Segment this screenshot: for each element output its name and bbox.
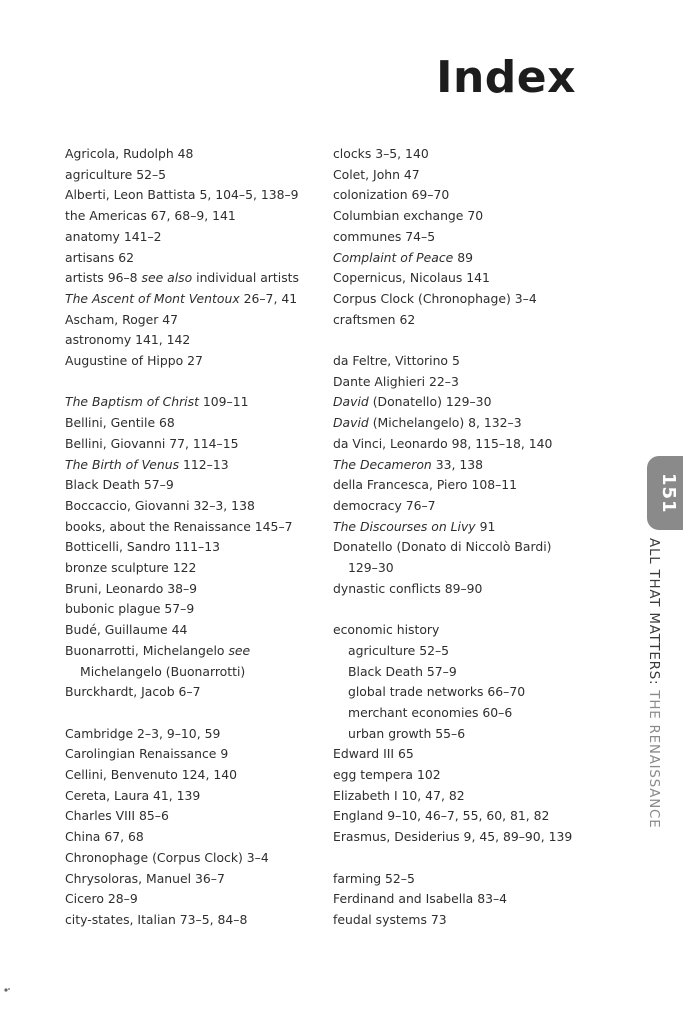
index-entry-text: Agricola, Rudolph 48 bbox=[65, 146, 194, 161]
index-entry-italic-text: The Birth of Venus bbox=[65, 456, 180, 472]
index-entry bbox=[333, 765, 591, 786]
index-entry-text: the Americas 67, 68–9, 141 bbox=[65, 208, 236, 224]
index-entry-text: Boccaccio, Giovanni 32–3, 138 bbox=[65, 497, 255, 513]
index-subentry bbox=[333, 703, 591, 724]
index-entry-text: (Michelangelo) 8, 132–3 bbox=[368, 415, 522, 431]
index-entry-text: feudal systems 73 bbox=[333, 911, 447, 927]
index-spacer bbox=[65, 372, 323, 393]
index-entry bbox=[65, 786, 323, 807]
index-entry-text: Erasmus, Desiderius 9, 45, 89–90, 139 bbox=[333, 829, 573, 845]
index-entry-text: Budé, Guillaume 44 bbox=[65, 622, 188, 638]
index-entry bbox=[65, 496, 323, 517]
index-entry-text: Chronophage (Corpus Clock) 3–4 bbox=[65, 849, 269, 865]
index-entry-text: Cereta, Laura 41, 139 bbox=[65, 787, 201, 803]
index-entry-text: urban growth 55–6 bbox=[348, 725, 466, 741]
index-entry-text: 112–13 bbox=[179, 456, 229, 472]
index-entry-text: Carolingian Renaissance 9 bbox=[65, 746, 229, 762]
scan-specks bbox=[0, 960, 60, 1000]
index-entry bbox=[333, 185, 591, 206]
index-entry-text: Cellini, Benvenuto 124, 140 bbox=[65, 767, 237, 783]
index-entry-text: city-states, Italian 73–5, 84–8 bbox=[65, 911, 248, 927]
index-entry-text: agriculture 52–5 bbox=[65, 166, 167, 182]
index-entry bbox=[65, 641, 323, 662]
index-column-right bbox=[333, 144, 591, 931]
index-entry-text: Corpus Clock (Chronophage) 3–4 bbox=[333, 290, 537, 306]
index-entry-text: da Feltre, Vittorino 5 bbox=[333, 353, 460, 369]
index-entry bbox=[333, 869, 591, 890]
index-entry bbox=[333, 206, 591, 227]
index-entry-text: Black Death 57–9 bbox=[348, 663, 457, 679]
index-entry-text: Bruni, Leonardo 38–9 bbox=[65, 580, 198, 596]
index-entry-text: Botticelli, Sandro 111–13 bbox=[65, 539, 221, 555]
index-entry bbox=[65, 765, 323, 786]
index-entry bbox=[333, 351, 591, 372]
index-entry-italic-text: The Baptism of Christ bbox=[65, 394, 199, 410]
index-entry-text: (Donatello) 129–30 bbox=[368, 394, 492, 410]
index-entry bbox=[333, 434, 591, 455]
index-entry bbox=[333, 413, 591, 434]
index-entry-text: artisans 62 bbox=[65, 249, 135, 265]
index-entry-text: Ferdinand and Isabella 83–4 bbox=[333, 891, 508, 907]
index-entry-text: Charles VIII 85–6 bbox=[65, 808, 169, 824]
index-entry bbox=[333, 475, 591, 496]
index-entry-italic-text: Complaint of Peace bbox=[333, 249, 454, 265]
index-entry bbox=[333, 910, 591, 931]
index-subentry bbox=[333, 662, 591, 683]
index-entry-text: artists 96–8 bbox=[65, 270, 142, 286]
index-entry-italic-text: see also bbox=[141, 270, 193, 286]
index-entry bbox=[65, 744, 323, 765]
index-entry bbox=[65, 165, 323, 186]
index-entry bbox=[65, 351, 323, 372]
index-entry bbox=[65, 848, 323, 869]
index-entry-text: Cicero 28–9 bbox=[65, 891, 138, 907]
index-entry bbox=[65, 599, 323, 620]
index-entry-text: clocks 3–5, 140 bbox=[333, 146, 429, 161]
running-head-series: ALL THAT MATTERS: bbox=[646, 538, 661, 691]
index-subentry bbox=[333, 558, 591, 579]
index-spacer bbox=[333, 848, 591, 869]
index-entry bbox=[333, 889, 591, 910]
index-entry-text: Bellini, Gentile 68 bbox=[65, 415, 175, 431]
index-subentry bbox=[333, 641, 591, 662]
page-title: Index bbox=[436, 52, 576, 103]
index-entry-text: Buonarrotti, Michelangelo bbox=[65, 642, 229, 658]
index-entry bbox=[65, 910, 323, 931]
index-entry-italic-text: David bbox=[333, 415, 369, 431]
index-entry bbox=[333, 372, 591, 393]
index-column-left bbox=[65, 144, 323, 931]
index-entry bbox=[333, 537, 591, 558]
index-entry bbox=[333, 827, 591, 848]
index-entry-text: della Francesca, Piero 108–11 bbox=[333, 477, 518, 493]
index-entry-text: farming 52–5 bbox=[333, 870, 415, 886]
index-entry-text: books, about the Renaissance 145–7 bbox=[65, 518, 293, 534]
index-entry bbox=[65, 268, 323, 289]
index-entry bbox=[65, 310, 323, 331]
index-entry-text: Michelangelo (Buonarrotti) bbox=[80, 663, 246, 679]
index-entry-text: Ascham, Roger 47 bbox=[65, 311, 179, 327]
index-entry-text: Cambridge 2–3, 9–10, 59 bbox=[65, 725, 221, 741]
index-entry-text: Copernicus, Nicolaus 141 bbox=[333, 270, 490, 286]
index-entry-text: 129–30 bbox=[348, 560, 394, 576]
index-entry bbox=[65, 806, 323, 827]
index-entry-text: Bellini, Giovanni 77, 114–15 bbox=[65, 435, 239, 451]
index-entry-text: agriculture 52–5 bbox=[348, 642, 450, 658]
index-entry-italic-text: see bbox=[228, 642, 251, 658]
index-spacer bbox=[333, 330, 591, 351]
index-entry bbox=[65, 330, 323, 351]
index-entry-text: individual artists bbox=[192, 270, 299, 286]
index-entry bbox=[333, 392, 591, 413]
index-entry-text: 26–7, 41 bbox=[239, 290, 298, 306]
index-entry bbox=[65, 889, 323, 910]
index-spacer bbox=[65, 703, 323, 724]
index-entry-text: Dante Alighieri 22–3 bbox=[333, 373, 459, 389]
index-entry-text: Burckhardt, Jacob 6–7 bbox=[65, 684, 201, 700]
index-entry bbox=[65, 869, 323, 890]
index-spacer bbox=[333, 599, 591, 620]
index-entry bbox=[65, 289, 323, 310]
index-entry bbox=[333, 579, 591, 600]
index-entry-text: Elizabeth I 10, 47, 82 bbox=[333, 787, 465, 803]
index-entry-text: da Vinci, Leonardo 98, 115–18, 140 bbox=[333, 435, 553, 451]
index-entry-text: colonization 69–70 bbox=[333, 187, 450, 203]
index-entry-text: England 9–10, 46–7, 55, 60, 81, 82 bbox=[333, 808, 550, 824]
index-entry-text: egg tempera 102 bbox=[333, 767, 441, 783]
index-entry bbox=[65, 620, 323, 641]
index-entry bbox=[333, 786, 591, 807]
running-head-subtitle: THE RENAISSANCE bbox=[646, 690, 661, 829]
index-entry-text: global trade networks 66–70 bbox=[348, 684, 526, 700]
index-entry bbox=[333, 620, 591, 641]
index-entry-text: Colet, John 47 bbox=[333, 166, 420, 182]
index-entry-text: dynastic conflicts 89–90 bbox=[333, 580, 483, 596]
index-entry bbox=[333, 165, 591, 186]
index-entry bbox=[65, 413, 323, 434]
index-entry bbox=[333, 806, 591, 827]
index-entry bbox=[333, 289, 591, 310]
index-entry bbox=[333, 310, 591, 331]
running-head bbox=[646, 538, 661, 828]
index-entry-text: Black Death 57–9 bbox=[65, 477, 174, 493]
index-entry-text: merchant economies 60–6 bbox=[348, 704, 513, 720]
index-entry bbox=[65, 475, 323, 496]
index-entry-text: China 67, 68 bbox=[65, 829, 144, 845]
index-entry bbox=[333, 248, 591, 269]
index-entry-italic-text: David bbox=[333, 394, 369, 410]
index-entry-italic-text: The Discourses on Livy bbox=[333, 518, 476, 534]
index-entry bbox=[333, 455, 591, 476]
index-entry bbox=[65, 579, 323, 600]
index-entry bbox=[65, 537, 323, 558]
index-entry bbox=[65, 144, 323, 165]
index-entry-italic-text: The Ascent of Mont Ventoux bbox=[65, 290, 240, 306]
index-entry bbox=[333, 496, 591, 517]
index-entry-text: 33, 138 bbox=[431, 456, 484, 472]
index-entry-text: anatomy 141–2 bbox=[65, 228, 162, 244]
index-entry bbox=[65, 392, 323, 413]
index-entry-text: Edward III 65 bbox=[333, 746, 414, 762]
index-entry-text: 91 bbox=[475, 518, 496, 534]
index-entry bbox=[65, 206, 323, 227]
index-entry-text: Donatello (Donato di Niccolò Bardi) bbox=[333, 539, 552, 555]
index-subentry bbox=[333, 682, 591, 703]
index-entry-text: 109–11 bbox=[198, 394, 249, 410]
index-subentry bbox=[333, 724, 591, 745]
index-entry bbox=[65, 434, 323, 455]
index-entry bbox=[333, 744, 591, 765]
index-entry-text: craftsmen 62 bbox=[333, 311, 416, 327]
index-entry-text: Augustine of Hippo 27 bbox=[65, 353, 203, 369]
index-entry bbox=[333, 144, 591, 165]
index-entry bbox=[65, 227, 323, 248]
index-entry-text: astronomy 141, 142 bbox=[65, 332, 191, 348]
index-entry bbox=[65, 827, 323, 848]
index-entry-text: democracy 76–7 bbox=[333, 497, 436, 513]
index-entry-text: Chrysoloras, Manuel 36–7 bbox=[65, 870, 225, 886]
index-entry bbox=[65, 185, 323, 206]
index-subentry bbox=[65, 662, 323, 683]
index-entry bbox=[65, 248, 323, 269]
index-entry-italic-text: The Decameron bbox=[333, 456, 432, 472]
index-entry bbox=[333, 517, 591, 538]
index-entry bbox=[65, 517, 323, 538]
index-entry-text: Alberti, Leon Battista 5, 104–5, 138–9 bbox=[65, 187, 299, 203]
index-entry-text: 89 bbox=[453, 249, 474, 265]
index-entry-text: communes 74–5 bbox=[333, 228, 436, 244]
page-number: 151 bbox=[658, 472, 679, 514]
index-entry bbox=[65, 558, 323, 579]
index-entry bbox=[65, 682, 323, 703]
index-entry-text: economic history bbox=[333, 622, 440, 638]
index-entry-text: bubonic plague 57–9 bbox=[65, 601, 195, 617]
index-entry-text: bronze sculpture 122 bbox=[65, 560, 197, 576]
index-entry-text: Columbian exchange 70 bbox=[333, 208, 484, 224]
index-entry bbox=[65, 724, 323, 745]
index-entry bbox=[333, 227, 591, 248]
index-entry bbox=[333, 268, 591, 289]
index-entry bbox=[65, 455, 323, 476]
